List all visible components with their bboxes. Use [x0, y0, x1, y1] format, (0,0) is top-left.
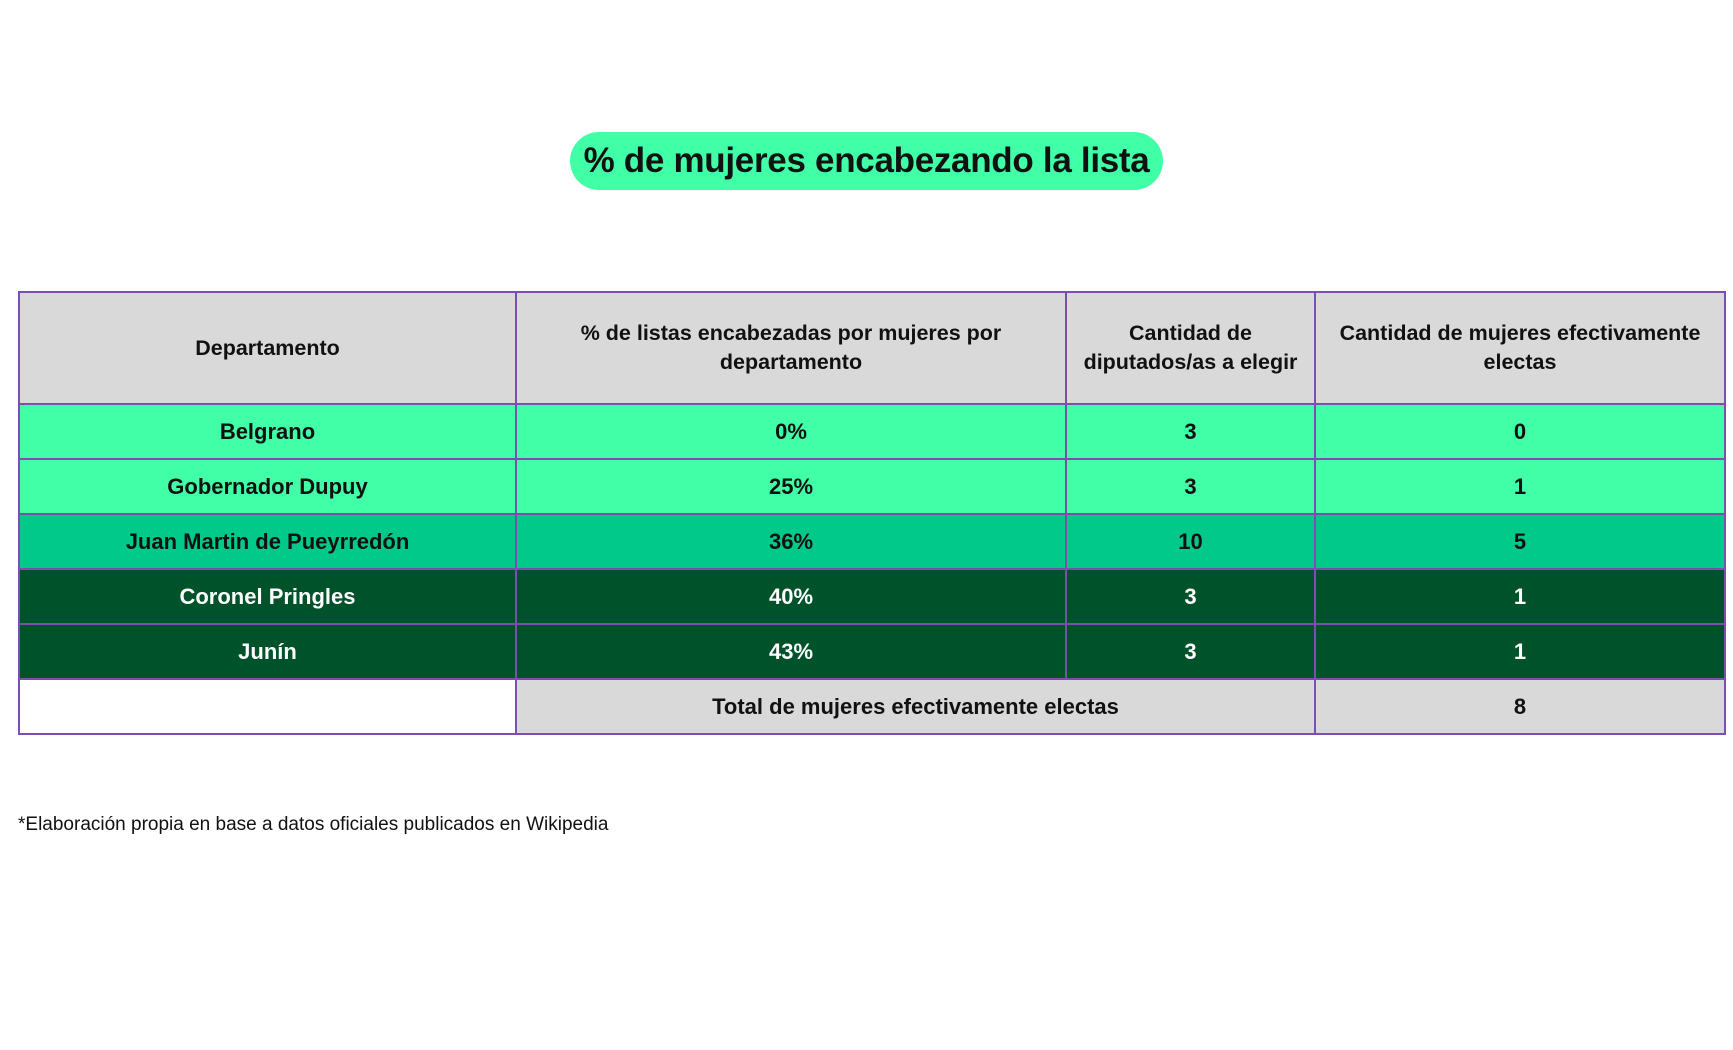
title-container	[0, 132, 1733, 190]
table-row	[19, 404, 1725, 459]
cell-departamento: Gobernador Dupuy	[19, 459, 516, 514]
cell-mujeres: 1	[1315, 569, 1725, 624]
total-value: 8	[1315, 679, 1725, 734]
cell-diputados: 3	[1066, 624, 1315, 679]
cell-departamento: Belgrano	[19, 404, 516, 459]
cell-mujeres: 5	[1315, 514, 1725, 569]
chart-title: % de mujeres encabezando la lista	[570, 132, 1164, 190]
column-header-departamento: Departamento	[19, 292, 516, 404]
cell-porcentaje: 0%	[516, 404, 1066, 459]
column-header-mujeres: Cantidad de mujeres efectivamente electas	[1315, 292, 1725, 404]
table-row	[19, 459, 1725, 514]
table-row	[19, 514, 1725, 569]
total-row	[19, 679, 1725, 734]
cell-diputados: 3	[1066, 459, 1315, 514]
cell-porcentaje: 36%	[516, 514, 1066, 569]
column-header-porcentaje: % de listas encabezadas por mujeres por departamento	[516, 292, 1066, 404]
cell-mujeres: 1	[1315, 624, 1725, 679]
total-label: Total de mujeres efectivamente electas	[516, 679, 1315, 734]
cell-diputados: 10	[1066, 514, 1315, 569]
cell-mujeres: 0	[1315, 404, 1725, 459]
table-body	[19, 404, 1725, 679]
cell-porcentaje: 40%	[516, 569, 1066, 624]
table-row	[19, 624, 1725, 679]
cell-departamento: Coronel Pringles	[19, 569, 516, 624]
cell-departamento: Junín	[19, 624, 516, 679]
cell-departamento: Juan Martin de Pueyrredón	[19, 514, 516, 569]
data-table	[18, 291, 1726, 735]
cell-porcentaje: 25%	[516, 459, 1066, 514]
total-blank-cell	[19, 679, 516, 734]
footnote: *Elaboración propia en base a datos oficiales publicados en Wikipedia	[18, 814, 609, 835]
table-header-row	[19, 292, 1725, 404]
column-header-diputados: Cantidad de diputados/as a elegir	[1066, 292, 1315, 404]
table-row	[19, 569, 1725, 624]
cell-mujeres: 1	[1315, 459, 1725, 514]
cell-porcentaje: 43%	[516, 624, 1066, 679]
cell-diputados: 3	[1066, 404, 1315, 459]
cell-diputados: 3	[1066, 569, 1315, 624]
